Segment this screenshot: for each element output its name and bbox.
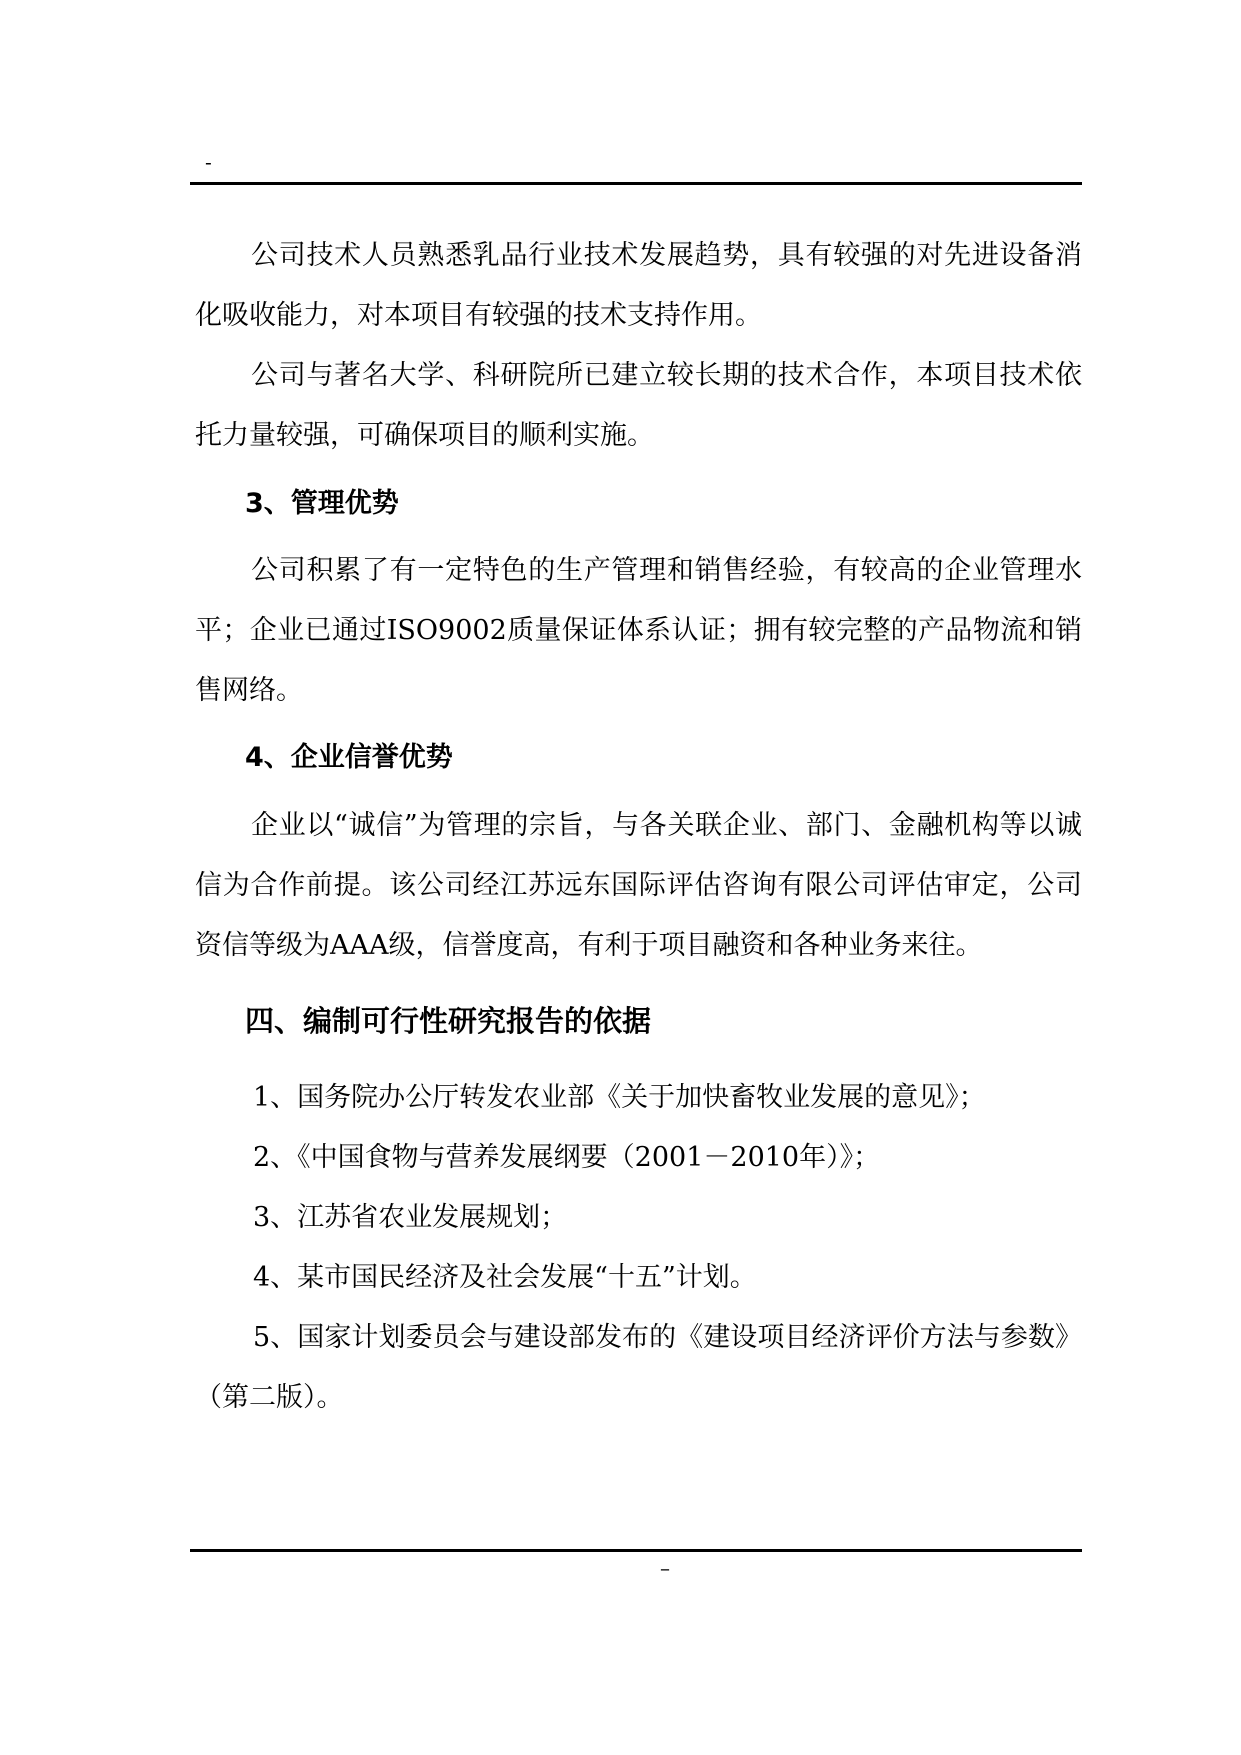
section-title-basis: 四、编制可行性研究报告的依据 <box>245 1004 652 1038</box>
list-item: 4、某市国民经济及社会发展“十五”计划。 <box>253 1262 757 1293</box>
page-header-mark: - <box>205 150 212 174</box>
paragraph-management: 公司积累了有一定特色的生产管理和销售经验，有较高的企业管理水平；企业已通过ISO9002质量保证体系认证；拥有较完整的产品物流和销售网络。 <box>195 555 1082 706</box>
paragraph-university-cooperation: 公司与著名大学、科研院所已建立较长期的技术合作，本项目技术依托力量较强，可确保项目的顺利实施。 <box>195 360 1082 451</box>
heading-reputation-advantage: 4、企业信誉优势 <box>245 742 453 773</box>
paragraph-technical-staff: 公司技术人员熟悉乳品行业技术发展趋势，具有较强的对先进设备消化吸收能力，对本项目有较强的技术支持作用。 <box>195 240 1082 331</box>
page-footer-mark: – <box>660 1556 670 1580</box>
document-body <box>195 226 1082 1428</box>
list-item: 1、国务院办公厅转发农业部《关于加快畜牧业发展的意见》； <box>253 1082 986 1113</box>
list-item: 2、《中国食物与营养发展纲要（2001－2010年）》； <box>253 1142 881 1173</box>
header-rule <box>190 182 1082 185</box>
paragraph-reputation: 企业以“诚信”为管理的宗旨，与各关联企业、部门、金融机构等以诚信为合作前提。该公司经江苏远东国际评估咨询有限公司评估审定，公司资信等级为AAA级，信誉度高，有利于项目融资和各种业务来往。 <box>195 810 1082 961</box>
heading-management-advantage: 3、管理优势 <box>245 488 399 519</box>
footer-rule <box>190 1549 1082 1552</box>
list-item: 3、江苏省农业发展规划； <box>253 1202 568 1233</box>
list-item: 5、国家计划委员会与建设部发布的《建设项目经济评价方法与参数》（第二版）。 <box>195 1322 1082 1413</box>
